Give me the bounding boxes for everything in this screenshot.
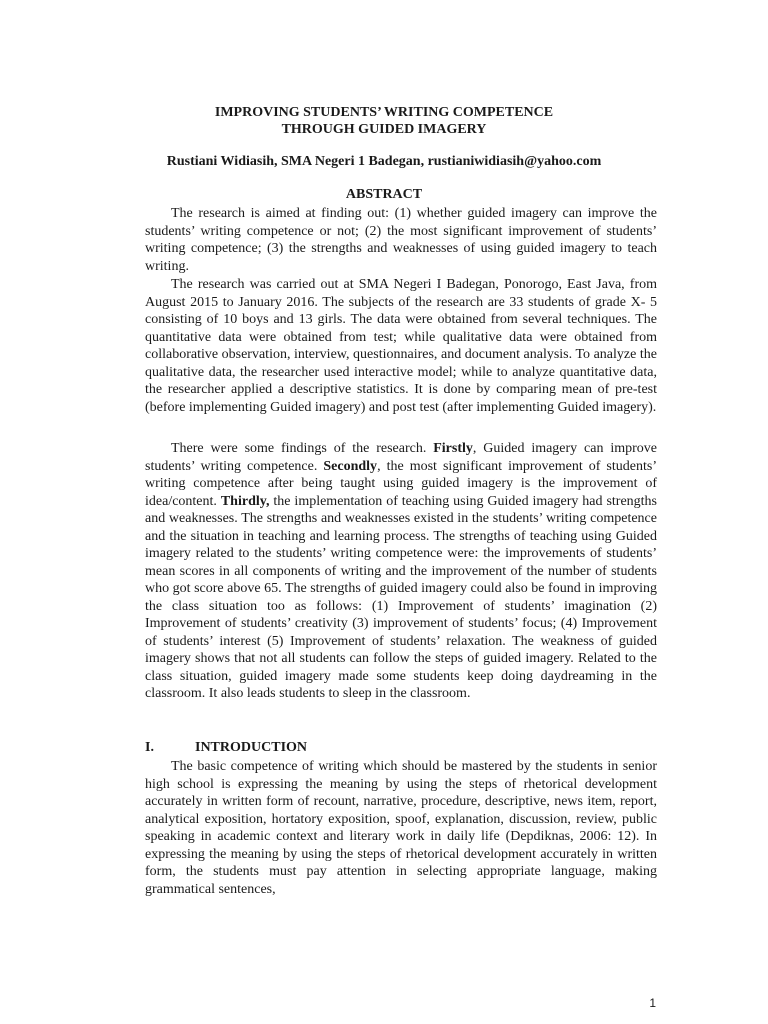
secondly-label: Secondly bbox=[323, 458, 378, 474]
findings-intro: There were some findings of the research. bbox=[171, 441, 434, 456]
section-title: INTRODUCTION bbox=[195, 740, 308, 755]
introduction-heading bbox=[145, 740, 307, 756]
finding-3-text: the implementation of teaching using Guided imagery had strengths and weaknesses. The strengths and weaknesses existed in the students’ writing competence and the situation in teaching and learning process. The strengths of teaching using Guided imagery related to the students’ writing competence were: the improvements of students’ mean scores in all components of writing and the improvement of the number of students who got score above 65. The strengths of guided imagery could also be found in improving the class situation too as follows: (1) Improvement of students’ imagination (2) Improvement of students’ creativity (3) improvement of students’ focus; (4) Improvement of students’ interest (5) Improvement of students’ relaxation. The weakness of guided imagery shows that not all students can follow the steps of guided imagery. Related to the class situation, guided imagery made some students keep doing daydreaming in the classroom. It also leads students to sleep in the classroom. bbox=[145, 493, 657, 701]
abstract-paragraph-1: The research is aimed at finding out: (1) whether guided imagery can improve the students’ writing competence or not; (2) the most significant improvement of students’ writing competence; (3) the strengths and weaknesses of using guided imagery to teach writing. bbox=[145, 206, 657, 274]
author-line: Rustiani Widiasih, SMA Negeri 1 Badegan, rustianiwidiasih@yahoo.com bbox=[166, 154, 602, 169]
thirdly-label: Thirdly, bbox=[220, 493, 270, 509]
abstract-paragraph-2: The research was carried out at SMA Negeri I Badegan, Ponorogo, East Java, from August 2015 to January 2016. The subjects of the research are 33 students of grade X- 5 consisting of 10 boys and 13 girls. The data were obtained from several techniques. The quantitative data were obtained from test; while qualitative data were obtained from collaborative observation, interview, questionnaires, and document analysis. To analyze the qualitative data, the researcher used interactive model; while to analyze quantitative data, the researcher applied a descriptive statistics. It is done by comparing mean of pre-test (before implementing Guided imagery) and post test (after implementing Guided imagery). bbox=[145, 277, 657, 415]
finding-1-text: , Guided imagery can improve students’ writing competence. bbox=[145, 441, 657, 474]
title-line-1: IMPROVING STUDENTS’ WRITING COMPETENCE bbox=[214, 105, 554, 120]
page-number: 1 bbox=[649, 996, 656, 1010]
abstract-paragraph-3 bbox=[145, 440, 657, 703]
section-number: I. bbox=[145, 740, 154, 755]
firstly-label: Firstly bbox=[433, 441, 473, 456]
finding-2-text: , the most significant improvement of students’ writing competence after being taught using guided imagery is the improvement of idea/content. bbox=[145, 458, 657, 509]
introduction-paragraph-1: The basic competence of writing which should be mastered by the students in senior high school is expressing the meaning by using the steps of rhetorical development accurately in written form of recount, narrative, procedure, descriptive, news item, report, analytical exposition, hortatory exposition, spoof, explanation, discussion, review, public speaking in academic context and literary work in daily life (Depdiknas, 2006: 12). In expressing the meaning by using the steps of rhetorical development accurately in written form, the students must pay attention in selecting appropriate language, making grammatical sentences, bbox=[145, 759, 657, 897]
title-line-2: THROUGH GUIDED IMAGERY bbox=[281, 122, 487, 137]
abstract-heading: ABSTRACT bbox=[345, 187, 423, 202]
